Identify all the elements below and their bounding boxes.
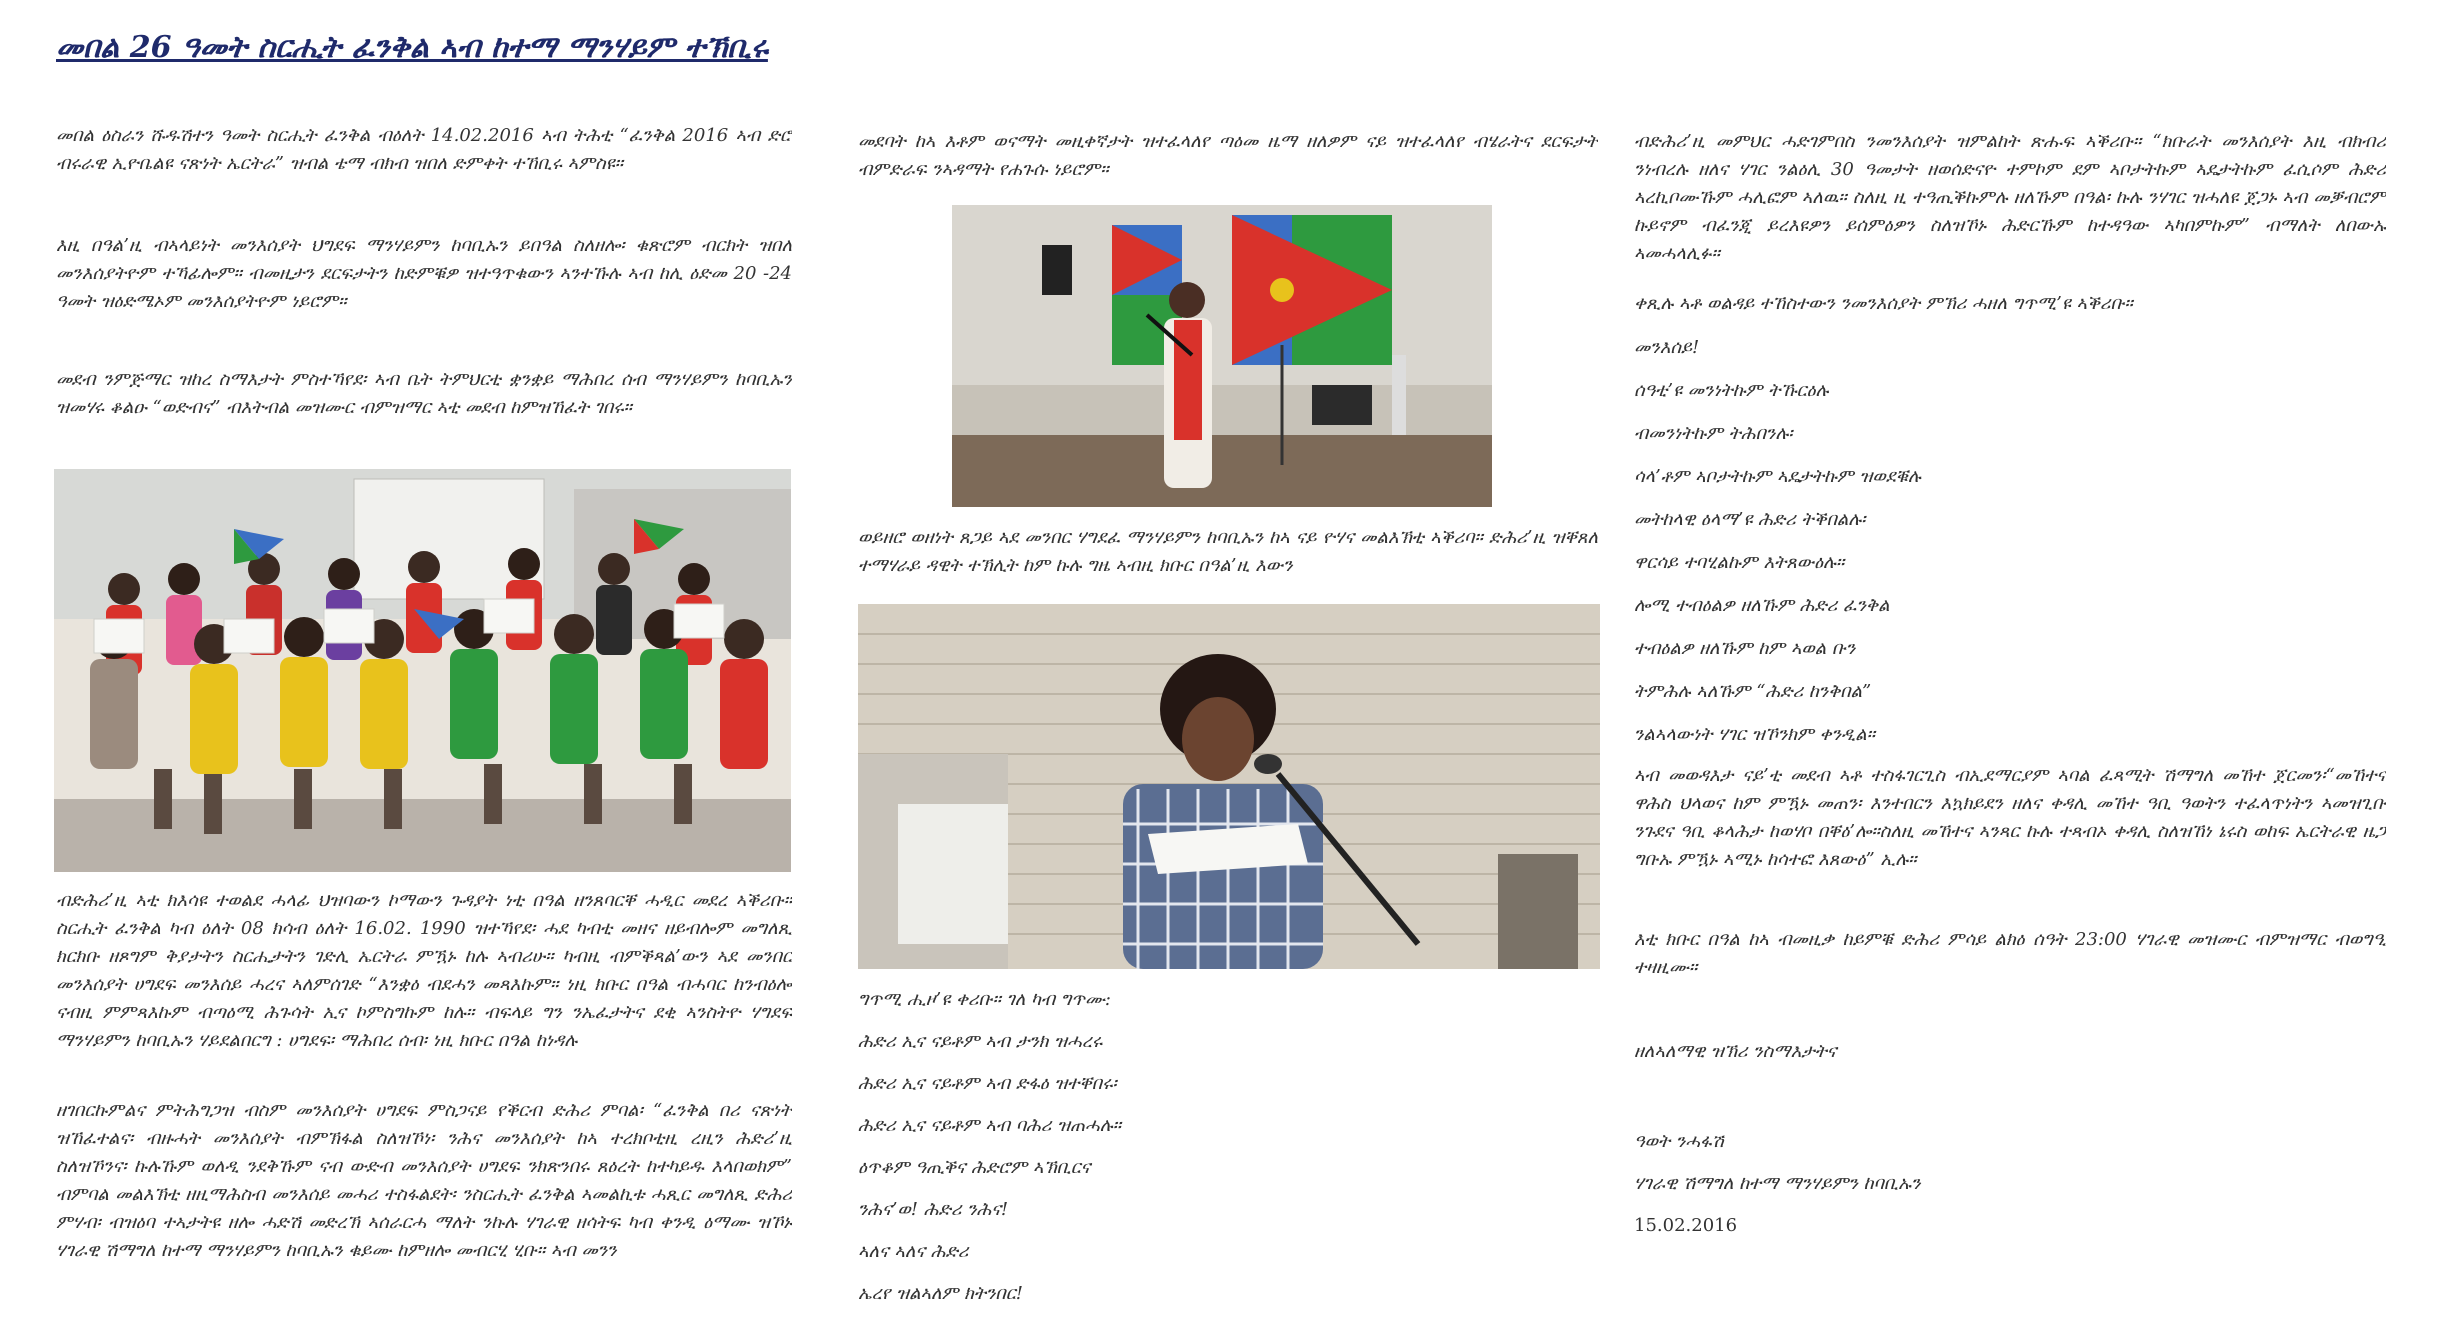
paragraph-music: መደባት ከኣ እቶም ወናማት መዚቀኛታት ዝተፈላለየ ጣዕመ ዜማ ዘለዎም ናይ ዝተፈላለየ ብሄራትና ደርፍታት ብምድራፍ ንኣዳማት የሐጉሱ ነይሮም።: [858, 131, 1598, 180]
poem-line: ንልኣላውነት ሃገር ዝኾንክም ቀንዲል።: [1634, 724, 1876, 745]
poem-line: መንእሰይ!: [1634, 337, 1700, 358]
page-title: መበል 26 ዓመት ስርሒት ፈንቅል ኣብ ከተማ ማንሃይም ተኽቢሩ: [56, 30, 768, 65]
paragraph-poem-intro: ቀጺሉ ኣቶ ወልዳይ ተኸስተውን ንመንእሰያት ምኽሪ ሓዘለ ግጥሚ’ዩ ኣቕሪቡ።: [1634, 293, 2133, 314]
photo-children-choir: [54, 469, 791, 872]
poem-line: ትምሕሉ ኣለኹም “ሕድሪ ከንቅበል”: [1634, 681, 1872, 702]
poem-line: ሕድሪ ኢና ናይቶም ኣብ ባሕሪ ዝጠሓሉ።: [858, 1115, 1121, 1136]
poem-line: ተብዕልዎ ዘለኹም ከም ኣወል ቡን: [1634, 638, 1856, 659]
poem-line: ዕጥቆም ዓጢቕና ሕድሮም ኣኽቢርና: [858, 1157, 1091, 1178]
committee-name: ሃገራዊ ሽማግለ ከተማ ማንሃይምን ከባቢኡን: [1634, 1173, 1921, 1194]
closing-line: ዘለኣለማዊ ዝኽሪ ንስማእታትና: [1634, 1041, 1837, 1062]
photo-boy-reading: [858, 604, 1600, 969]
poem-line: ኣለና ኣለና ሕድሪ: [858, 1241, 969, 1262]
paragraph-closing-speech: ኣብ መወዳእታ ናይ’ቲ መደብ ኣቶ ተስፋገርጊስ ብኢደማርያም ኣባል ፈጻሚት ሽማግለ መኸተ ጀርመን፡“መኸተና ዋሕስ ህላወና ከም ምዃኑ መጠን፡ እንተበርን እኳክይደን ዘለና ቀዳሊ መኸተ ዓቢ ዓወትን ተፈላጥነትን ኣመዝጊቡ ንጉደና ዓቢ ቆላሕታ ከወሃቦ በቐዕ’ሎ።ስለዚ መኸተና ኣንጻር ኩሉ ተጻብኦ ቀዳሊ ስለዝኸነ ኔሩስ ወከፍ ኤርትራዊ ዜጋ ግቡኡ ምዃኑ ኣሚኑ ከሳተፎ እጸውዕ” ኢሉ።: [1634, 765, 2386, 870]
poem-line: መትከላዊ ዕላማ’ዩ ሕድሪ ትቕበልሉ፡: [1634, 509, 1866, 530]
poem-line: ዋርሳይ ተባሂልኩም እትጸውዕሉ።: [1634, 552, 1845, 573]
poem-line: ኤረየ ዝልኣለም ክትንበር!: [858, 1283, 1023, 1304]
paragraph-speeches: ብድሕሪ’ዚ ኣቲ ክእሳዩ ተወልደ ሓላፊ ህዝባውን ኮማውን ጉዳያት ነቲ በዓል ዘንጸባርቐ ሓዲር መደረ ኣቕሪቡ። ስርሒት ፈንቅል ካብ ዕለት 08 ክሳብ ዕለት 16.02. 1990 ዝተኻየደ፡ ሓደ ካብቲ መዘና ዘይብሎም መግለጺ ክርክቡ ዘጾግም ቅያታትን ስርሒታትን ገድሊ ኤርትራ ምዃኑ ከሉ ኣብሪሁ። ካብዚ ብምቕጻል’ውን ኣደ መንበር መንእሰያት ሀግደፍ መንእሰይ ሓረና ኣለምሰገድ “እንቋዕ ብደሓን መጻእኩም። ነዚ ክቡር በዓል ብሓባር ከንብዕሎ ናብዚ ምምጻእኩም ብጣዕሚ ሕጉሳት ኢና ኮምስግኩም ከሉ። ብፍላይ ግን ንኤፈታትና ደቂ ኣንስትዮ ሃግደፍ ማንሃይምን ከባቢኡን ሃይደልበርግ : ሀግደፍ፡ ማሕበረ ሰብ፡ ነዚ ክቡር በዓል ከነዳሉ: [56, 890, 792, 1051]
poem-line: ንሕና’ወ! ሕድሪ ንሕና!: [858, 1199, 1009, 1220]
poem-line: ሕድሪ ኢና ናይቶም ኣብ ታንክ ዝሓረሩ: [858, 1031, 1103, 1052]
paragraph-intro: መበል ዕስራን ሹዱሽተን ዓመት ስርሒት ፈንቅል ብዕለት 14.02.2016 ኣብ ትሕቲ “ፈንቅል 2016 ኣብ ድሮ ብሩራዊ ኢዮቤልዩ ናጽነት ኤርትራ” ዝብል ቴማ ብክብ ዝበለ ድምቀት ተኸቢሩ ኣምስዩ።: [56, 125, 792, 174]
paragraph-ending: እቲ ክቡር በዓል ከኣ ብመዚቃ ከይምቑ ድሕሪ ምሳይ ልክዕ ሰዓት 23:00 ሃገራዊ መዝሙር ብምዝማር ብወግዒ ተዛዚሙ።: [1634, 929, 2386, 978]
paragraph-organizers: እዚ በዓል’ዚ ብኣላይነት መንእሰያት ህግደፍ ማንሃይምን ከባቢኡን ይበዓል ስለዘሎ፡ ቁጽሮም ብርክት ዝበለ መንእሰያትዮም ተኻፊሎም። ብመዚታን ደርፍታትን ከድምቑዎ ዝተዓጥቁውን ኣንተኹሉ ኣብ ከሊ ዕድመ 20 -24 ዓመት ዝዕድሜኦም መንእሰያትዮም ነይሮም።: [56, 235, 792, 312]
paragraph-opening: መደብ ንምጅማር ዝከረ ስማእታት ምስተኻየደ፡ ኣብ ቤት ትምህርቲ ቋንቋይ ማሕበረ ሰብ ማንሃይምን ከባቢኡን ዝመሃሩ ቆልዑ “ወድብና” ብእትብል መዝሙር ብምዝማር ኣቲ መደብ ከምዝኸፈት ገበሩ።: [56, 369, 792, 418]
paragraph-chairwoman: ወይዘሮ ወዘነት ጸጋይ ኣደ መንበር ሃግደፈ ማንሃይምን ከባቢኡን ከኣ ናይ ዮሃና መልእኽቲ ኣቕሪባ። ድሕሪ’ዚ ዝቐጸለ ተማሃራይ ዳዊት ተኽሊት ከም ኩሉ ግዜ ኣብዚ ክቡር በዓል’ዚ እውን: [858, 527, 1598, 576]
poem-line: ሳላ’ቶም ኣቦታትኩም ኣዴታትኩም ዝወደቑሉ: [1634, 466, 1921, 487]
signature-line: ዓወት ንሓፋሽ: [1634, 1131, 1724, 1152]
poem-line: ግጥሚ ሒዞ’ዩ ቀሪቡ። ገለ ካብ ግጥሙ:: [858, 989, 1111, 1010]
paragraph-youth: ዘገበርኩምልና ምትሕግጋዝ ብስም መንእሰያት ሀግደፍ ምስጋናይ የቕርብ ድሕሪ ምባል፡ “ፈንቅል በሪ ናጽነት ዝኸፈተልና፡ ብዙሓት መንእሰያት ብምኽፋል ስለዝኾነ፡ ንሕና መንእሰያት ከኣ ተረክቦቲዚ ረዚን ሕድሪ’ዚ ስለዝኾንና፡ ኩሉኹም ወለዲ ንደቅኹም ናብ ውድብ መንእሰያት ሀግደፍ ንክጽንበሩ ጸዕረት ከተካይዱ እላበወክም” ብምባል መልእኽቲ ዘዚማሕስብ መንእሰይ መሓሪ ተስፋልደት፡ ንስርሒት ፈንቅል ኣመልኪቱ ሓጺር መግለጺ ድሕሪ ምሃብ፡ ብዝዕባ ተኣታትዩ ዘሎ ሓድሽ መድረኽ ኣሰራርሓ ማለት ንኩሉ ሃገራዊ ዘሳትፍ ካብ ቀንዲ ዕማሙ ዝኾኑ ሃገራዊ ሽማግለ ከተማ ማንሃይምን ከባቢኡን ቁይሙ ከምዘሎ መብርሂ ሂቡ። ኣብ መንን: [56, 1100, 792, 1261]
poem-line: ሰዓቲ’ዩ መንነትኩም ትኹርዕሉ: [1634, 380, 1829, 401]
poem-line: ሕድሪ ኢና ናይቶም ኣብ ድፋዕ ዝተቐበሩ፡: [858, 1073, 1117, 1094]
paragraph-teacher-speech: ብድሕሪ’ዚ መምህር ሓድገምበስ ንመንእሰያት ዝምልከት ጽሑፍ ኣቕሪቡ። “ክቡራት መንእሰያት እዚ ብክብሪ ንነብረሉ ዘለና ሃገር ንልዕሊ 30 ዓመታት ዘወሰድናዮ ተምኮም ደም ኣቦታትኩም ኣዴታትኩም ፈሲሶም ሕድሪ ኣረኪቦሙኹም ሓሊፎም ኣለዉ። ስለዚ ዚ ተዓጢቕኩምሉ ዘለኹም በዓል፡ ኩሉ ንሃገር ዝሓለዩ ጀጋኑ ኣብ መቓብሮም ኩይኖም ብፈንጂ ይረእዩዎን ይሰምዕዎን ስለዝኾኑ ሕድርኹም ከተዳዓው ኣካበምኩም” ብማለት ለበውኡ ኣመሓላሊፉ።: [1634, 131, 2386, 264]
publication-date: 15.02.2016: [1634, 1215, 1738, 1236]
poem-line: ብመንነትኩም ትሕበንሉ፡: [1634, 423, 1793, 444]
photo-singer: [952, 205, 1492, 507]
poem-line: ሎሚ ተብዕልዎ ዘለኹም ሕድሪ ፈንቅል: [1634, 595, 1890, 616]
